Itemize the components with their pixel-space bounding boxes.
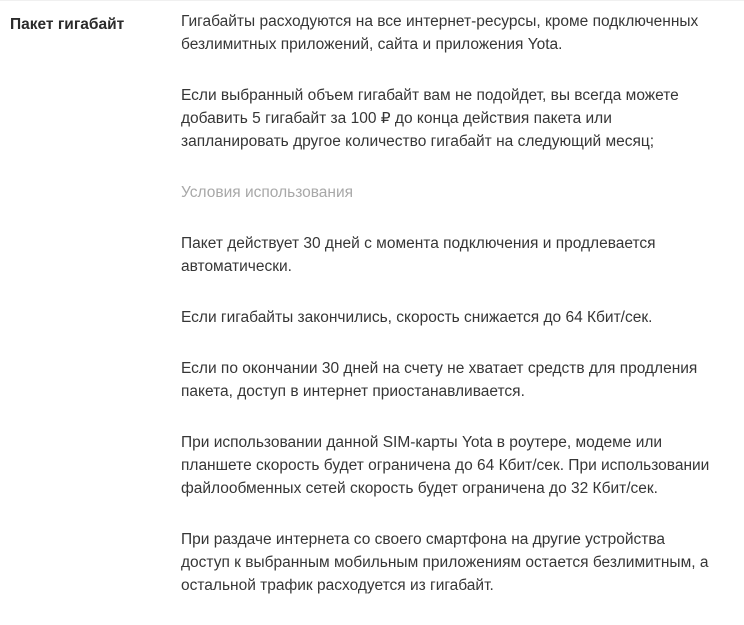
body-paragraph: При раздаче интернета со своего смартфона на другие устройства доступ к выбранным мобильным приложениям остается безлимитным, а остальной трафик расходуется из гигабайт. bbox=[181, 531, 709, 594]
body-paragraph: Пакет действует 30 дней с момента подключения и продлевается автоматически. bbox=[181, 235, 656, 275]
body-paragraph: При использовании данной SIM-карты Yota в роутере, модеме или планшете скорость будет ограничена до 64 Кбит/сек. При использовании файлообменных сетей скорость будет ограничена до 32 Кбит/сек. bbox=[181, 434, 710, 497]
body-paragraph: Если по окончании 30 дней на счету не хватает средств для продления пакета, доступ в интернет приостанавливается. bbox=[181, 360, 698, 400]
body-paragraph: Гигабайты расходуются на все интернет-ресурсы, кроме подключенных безлимитных приложений, сайта и приложения Yota. bbox=[181, 13, 699, 53]
description-column bbox=[181, 10, 718, 625]
terms-of-use-subheading: Условия использования bbox=[181, 184, 354, 201]
body-paragraph: Если выбранный объем гигабайт вам не подойдет, вы всегда можете добавить 5 гигабайт за 100 ₽ до конца действия пакета или запланировать другое количество гигабайт на следующий месяц; bbox=[181, 87, 679, 150]
term-column bbox=[0, 10, 181, 36]
package-term-title: Пакет гигабайт bbox=[10, 16, 125, 33]
body-paragraph: Если гигабайты закончились, скорость снижается до 64 Кбит/сек. bbox=[181, 309, 653, 326]
